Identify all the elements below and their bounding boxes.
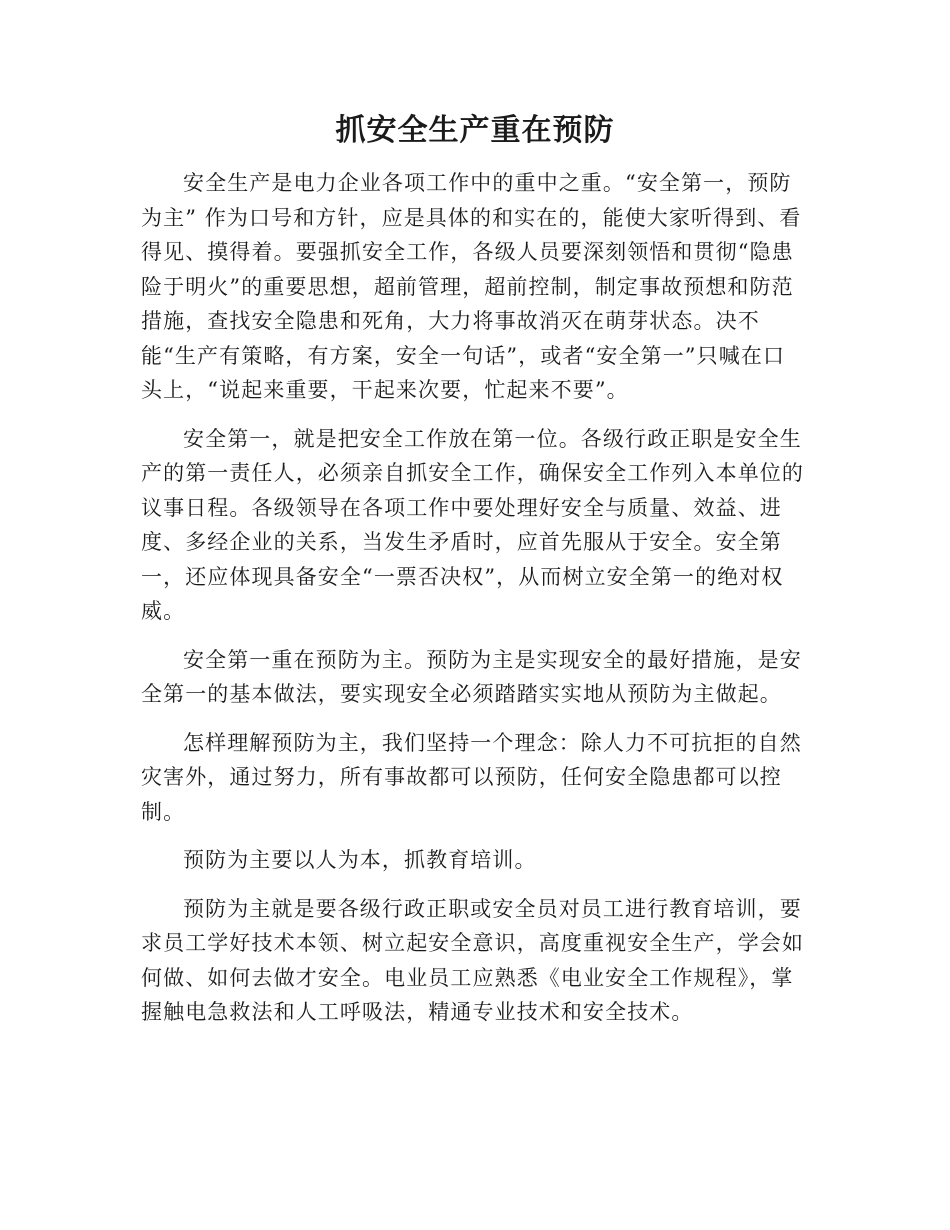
paragraph-3: 安全第一重在预防为主。预防为主是实现安全的最好措施，是安全第一的基本做法，要实现安全必须踏踏实实地从预防为主做起。 [141, 647, 802, 706]
paragraph-6: 预防为主就是要各级行政正职或安全员对员工进行教育培训，要求员工学好技术本领、树立起安全意识，高度重视安全生产，学会如何做、如何去做才安全。电业员工应熟悉《电业安全工作规程》，掌握触电急救法和人工呼吸法，精通专业技术和安全技术。 [141, 896, 804, 1024]
paragraph-2: 安全第一，就是把安全工作放在第一位。各级行政正职是安全生产的第一责任人，必须亲自抓安全工作，确保安全工作列入本单位的议事日程。各级领导在各项工作中要处理好安全与质量、效益、进度、多经企业的关系，当发生矛盾时，应首先服从于安全。安全第一，还应体现具备安全“一票否决权”，从而树立安全第一的绝对权威。 [141, 426, 804, 623]
paragraph-1: 安全生产是电力企业各项工作中的重中之重。“安全第一，预防为主” 作为口号和方针，应是具体的和实在的，能使大家听得到、看得见、摸得着。要强抓安全工作，各级人员要深刻领悟和贯彻“隐患险于明火”的重要思想，超前管理，超前控制，制定事故预想和防范措施，查找安全隐患和死角，大力将事故消灭在萌芽状态。决不能“生产有策略，有方案，安全一句话”，或者“安全第一”只喊在口头上，“说起来重要，干起来次要，忙起来不要”。 [141, 171, 802, 402]
document-title: 抓安全生产重在预防 [335, 113, 615, 148]
paragraph-4: 怎样理解预防为主，我们坚持一个理念：除人力不可抗拒的自然灾害外，通过努力，所有事故都可以预防，任何安全隐患都可以控制。 [141, 730, 802, 824]
paragraph-5: 预防为主要以人为本，抓教育培训。 [183, 848, 537, 872]
document-body [141, 166, 806, 1044]
